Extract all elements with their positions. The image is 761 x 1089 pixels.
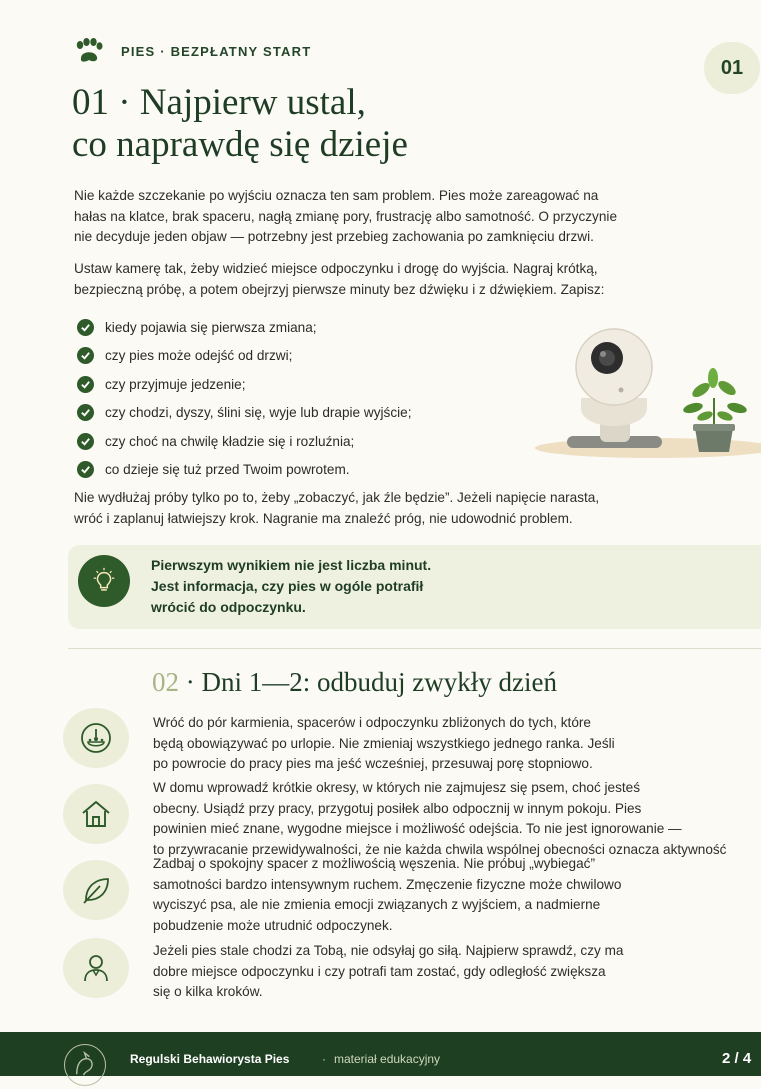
lightbulb-icon <box>78 555 130 607</box>
page-footer <box>0 1032 761 1076</box>
text-line: samotności bardzo intensywnym ruchem. Zmęczenie fizyczne może chwilowo <box>153 876 622 892</box>
section-title-line-2: co naprawdę się dzieje <box>72 124 408 165</box>
text-line: powinien mieć znane, wygodne miejsce i możliwość odejścia. To nie jest ignorowanie — <box>153 821 682 836</box>
checklist-item <box>77 399 411 428</box>
text-line: Nie wydłużaj próby tylko po to, żeby „zobaczyć, jak źle będzie”. Jeżeli napięcie narasta, <box>74 490 600 505</box>
checklist-item <box>77 342 411 371</box>
callout-text <box>151 555 571 618</box>
page-number-badge: 01 <box>704 42 760 94</box>
text-line: Wróć do pór karmienia, spacerów i odpoczynku zbliżonych do tych, które <box>153 715 591 730</box>
text-line: nie decyduje jeden objaw — potrzebny jest przebieg zachowania po zamknięciu drzwi. <box>74 229 594 244</box>
checklist-item-label: kiedy pojawia się pierwsza zmiana; <box>105 319 317 335</box>
footer-subtitle: materiał edukacyjny <box>334 1052 441 1066</box>
text-line: bezpieczną próbę, a potem obejrzyj pierwsze minuty bez dźwięku i z dźwiękiem. Zapisz: <box>74 281 605 297</box>
text-line: W domu wprowadź krótkie okresy, w których nie zajmujesz się psem, choć jesteś <box>153 780 641 795</box>
camera-paragraph <box>74 259 714 300</box>
leaf-icon <box>63 860 129 920</box>
text-line: wyciszyć psa, ale nie zmienia emocji związanych z wyjściem, a nadmierne <box>153 897 601 912</box>
callout-line: Jest informacja, czy pies w ogóle potrafił <box>151 578 424 594</box>
section-divider <box>68 648 761 649</box>
text-line: hałas na klatce, brak spaceru, nagłą zmianę pory, frustrację albo samotność. O przyczynie <box>74 208 617 224</box>
check-icon <box>77 404 94 421</box>
text-line: będą obowiązywać po urlopie. Nie zmieniaj wszystkiego jednego ranka. Jeśli <box>153 735 615 751</box>
person-icon <box>63 938 129 998</box>
callout-line: Pierwszym wynikiem nie jest liczba minut. <box>151 557 432 573</box>
section-2-number: 02 <box>152 667 179 697</box>
text-line: Jeżeli pies stale chodzi za Tobą, nie odsyłaj go siłą. Najpierw sprawdź, czy ma <box>153 943 624 958</box>
checklist-item-label: czy przyjmuje jedzenie; <box>105 376 246 392</box>
checklist-item-label: czy pies może odejść od drzwi; <box>105 348 293 364</box>
text-line: po powrocie do pracy pies ma jeść wcześniej, przesuwaj porę stopniowo. <box>153 756 593 771</box>
checklist-item-label: czy chodzi, dyszy, ślini się, wyje lub drapie wyjście; <box>105 405 412 421</box>
brand-label: PIES · BEZPŁATNY START <box>121 43 312 59</box>
footer-brand: Regulski Behawiorysta Pies <box>130 1052 290 1066</box>
paw-icon <box>73 38 103 64</box>
section-title <box>72 82 408 166</box>
check-icon <box>77 376 94 393</box>
text-line: obecny. Usiądź przy pracy, przygotuj posiłek albo odpocznij w innym pokoju. Pies <box>153 800 642 816</box>
check-icon <box>77 347 94 364</box>
section-title-line-1: 01 · Najpierw ustal, <box>72 82 366 123</box>
checklist-item <box>77 370 411 399</box>
check-icon <box>77 433 94 450</box>
text-line: się o kilka kroków. <box>153 984 263 999</box>
step-text-routine <box>153 713 761 775</box>
observation-checklist <box>77 313 411 484</box>
brand-header <box>73 38 311 64</box>
step-text-follow <box>153 941 761 1003</box>
home-icon <box>63 784 129 844</box>
step-text-walk <box>153 854 761 936</box>
dog-logo-icon <box>64 1044 106 1086</box>
checklist-item <box>77 427 411 456</box>
key-insight-callout <box>68 545 761 629</box>
text-line: Nie każde szczekanie po wyjściu oznacza ten sam problem. Pies może zareagować na <box>74 188 599 203</box>
checklist-item <box>77 456 411 485</box>
text-line: wróć i zaplanuj łatwiejszy krok. Nagranie ma znaleźć próg, nie udowodnić problem. <box>74 510 573 526</box>
closing-paragraph <box>74 488 714 529</box>
callout-line: wrócić do odpoczynku. <box>151 599 306 615</box>
security-camera-icon <box>567 329 662 448</box>
text-line: pobudzenie może utrudnić odpoczynek. <box>153 917 393 933</box>
text-line: Zadbaj o spokojny spacer z możliwością węszenia. Nie próbuj „wybiegać” <box>153 856 595 871</box>
section-2-title-text: · Dni 1—2: odbuduj zwykły dzień <box>179 667 557 697</box>
check-icon <box>77 461 94 478</box>
check-icon <box>77 319 94 336</box>
text-line: to przywracanie przewidywalności, że nie każda chwila wspólnej obecności oznacza aktywność <box>153 841 727 857</box>
checklist-item-label: co dzieje się tuż przed Twoim powrotem. <box>105 462 350 478</box>
footer-page-number: 2 / 4 <box>722 1050 752 1067</box>
text-line: Ustaw kamerę tak, żeby widzieć miejsce odpoczynku i drogę do wyjścia. Nagraj krótką, <box>74 261 598 276</box>
checklist-item-label: czy choć na chwilę kładzie się i rozluźnia; <box>105 433 355 449</box>
camera-plant-illustration <box>515 320 761 470</box>
section-2-title <box>152 667 557 698</box>
intro-paragraph <box>74 186 704 248</box>
text-line: dobre miejsce odpoczynku i czy potrafi tam zostać, gdy odległość zwiększa <box>153 963 606 979</box>
clock-bowl-icon <box>63 708 129 768</box>
step-text-home <box>153 778 761 860</box>
checklist-item <box>77 313 411 342</box>
footer-separator: · <box>322 1052 326 1066</box>
